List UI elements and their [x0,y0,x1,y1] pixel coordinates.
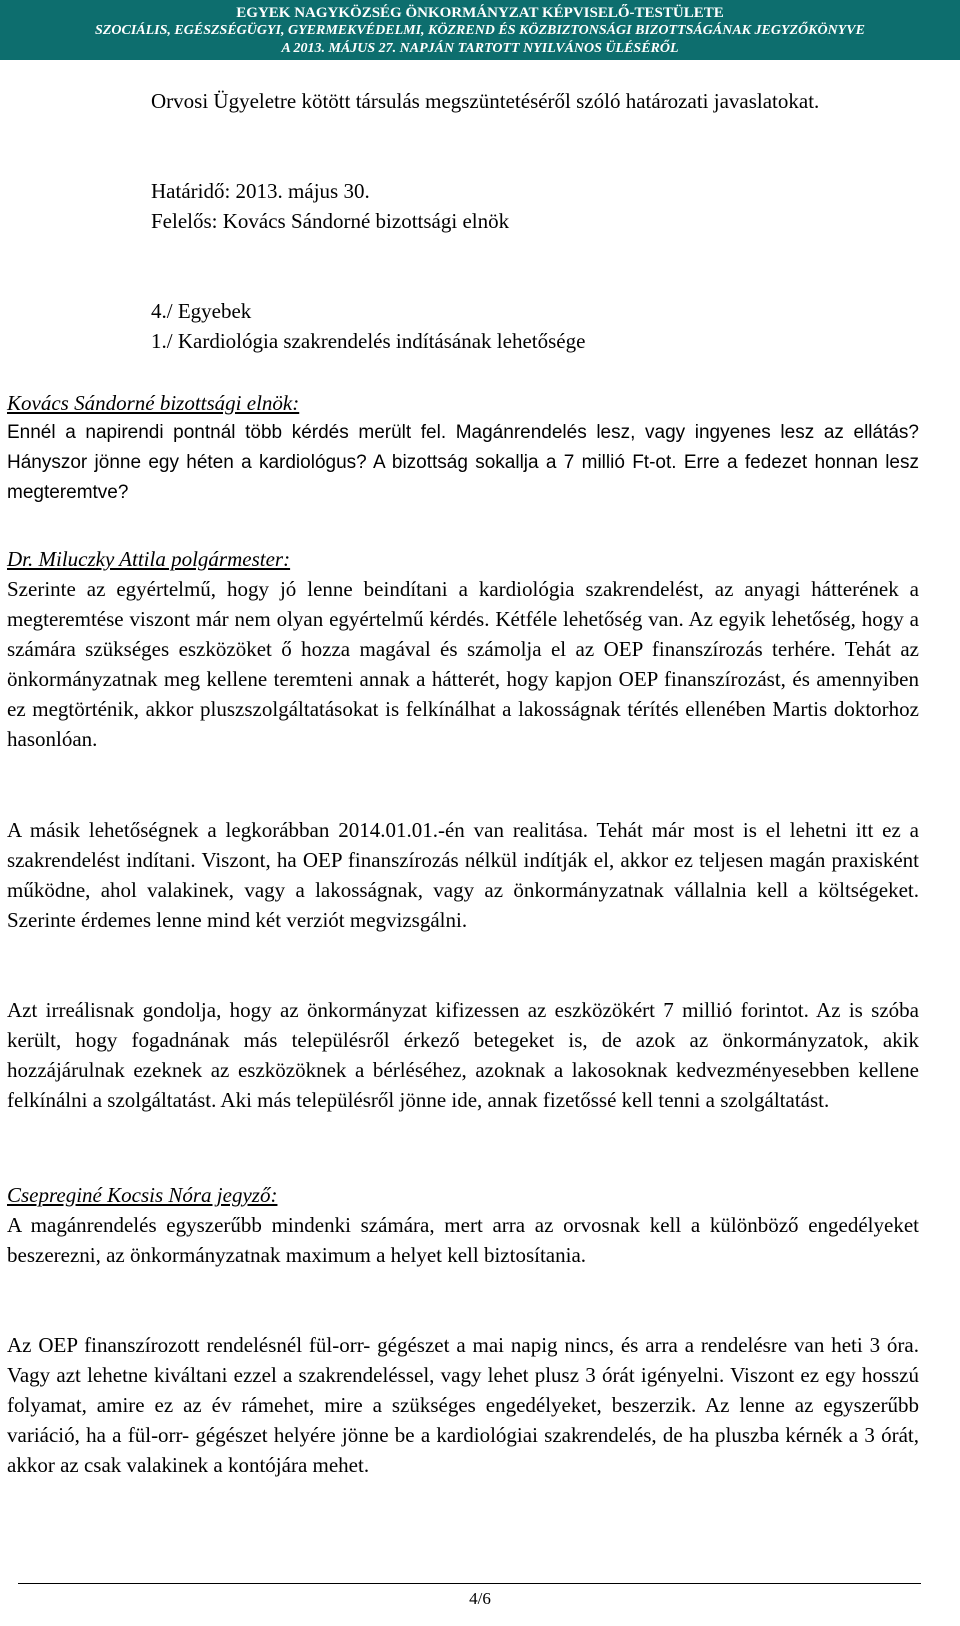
agenda-item: 4./ Egyebek [151,299,252,323]
resolution-deadline: Határidő: 2013. május 30. [151,179,370,203]
header-committee-title: SZOCIÁLIS, EGÉSZSÉGÜGYI, GYERMEKVÉDELMI, KÖZREND ÉS KÖZBIZTONSÁGI BIZOTTSÁGÁNAK JEGYZŐKÖNYVE [95,23,865,38]
speaker-mayor: Dr. Miluczky Attila polgármester: [7,547,291,571]
speaker-notary: Csepreginé Kocsis Nóra jegyző: [7,1183,278,1207]
speaker-chair: Kovács Sándorné bizottsági elnök: [7,391,300,415]
speech-notary-paragraph-2: Az OEP finanszírozott rendelésnél fül-orr- gégészet a mai napig nincs, és arra a rendelésre van heti 3 óra. Vagy azt lehetne kiváltani ezzel a szakrendeléssel, vagy lehet plusz 3 órát igényelni. Viszont ez egy hosszú folyamat, amire ez az év rámehet, mire a szükséges engedélyeket, beszerzik. Az lenne az egyszerűbb variáció, ha a fül-orr- gégészet helyére jönne be a kardiológiai szakrendelés, de ha pluszba kérnék a 3 órát, akkor az csak valakinek a kontójára mehet. [7,1333,919,1477]
speech-mayor-paragraph-1: Szerinte az egyértelmű, hogy jó lenne beindítani a kardiológia szakrendelést, az anyagi hátterének a megteremtése viszont már nem olyan egyértelmű kérdés. Kétféle lehetőség van. Az egyik lehetőség, hogy a számára szükséges eszközöket ő hozza magával és számolja el az OEP finanszírozás terhére. Tehát az önkormányzatnak meg kellene teremteni annak a hátterét, hogy kapjon OEP finanszírozást, és amennyiben ez megtörténik, akkor pluszszolgáltatásokat is felkínálhat a lakosságnak térítés ellenében Martis doktorhoz hasonlóan. [7,577,919,751]
resolution-text: Orvosi Ügyeletre kötött társulás megszüntetéséről szóló határozati javaslatokat. [151,89,820,113]
resolution-responsible: Felelős: Kovács Sándorné bizottsági elnök [151,209,510,233]
speech-mayor-paragraph-3: Azt irreálisnak gondolja, hogy az önkormányzat kifizessen az eszközökért 7 millió forintot. Az is szóba került, hogy fogadnának más településről érkező betegeket is, de azok az önkormányzatok, akik hozzájárulnak ezeknek az eszközöknek a bérléséhez, azoknak a lakosoknak kedvezményesebben kellene felkínálni a szolgáltatást. Aki más településről jönne ide, annak fizetőssé kell tenni a szolgáltatást. [7,998,919,1112]
page-number: 4/6 [469,1589,491,1608]
header-session-date: A 2013. MÁJUS 27. NAPJÁN TARTOTT NYILVÁNOS ÜLÉSÉRŐL [281,41,679,56]
speech-mayor-paragraph-2: A másik lehetőségnek a legkorábban 2014.01.01.-én van realitása. Tehát már most is el lehetni itt ez a szakrendelést indítani. Viszont, ha OEP finanszírozás nélkül indítják el, akkor ez teljesen magán praxisként működne, ahol valakinek, vagy a lakosságnak, vagy az önkormányzatnak vállalnia kell a költségeket. Szerinte érdemes lenne mind két verziót megvizsgálni. [7,818,919,932]
document-header [0,0,960,60]
agenda-subitem: 1./ Kardiológia szakrendelés indításának lehetősége [151,329,586,353]
speech-notary-paragraph-1: A magánrendelés egyszerűbb mindenki számára, mert arra az orvosnak kell a különböző engedélyeket beszerezni, az önkormányzatnak maximum a helyet kell biztosítania. [7,1213,919,1267]
footer-divider [18,1583,921,1584]
header-council-title: EGYEK NAGYKÖZSÉG ÖNKORMÁNYZAT KÉPVISELŐ-TESTÜLETE [236,5,724,21]
speech-chair-text: Ennél a napirendi pontnál több kérdés merült fel. Magánrendelés lesz, vagy ingyenes lesz az ellátás? Hányszor jönne egy héten a kardiológus? A bizottság sokallja a 7 millió Ft-ot. Erre a fedezet honnan lesz megteremtve? [7,422,919,503]
